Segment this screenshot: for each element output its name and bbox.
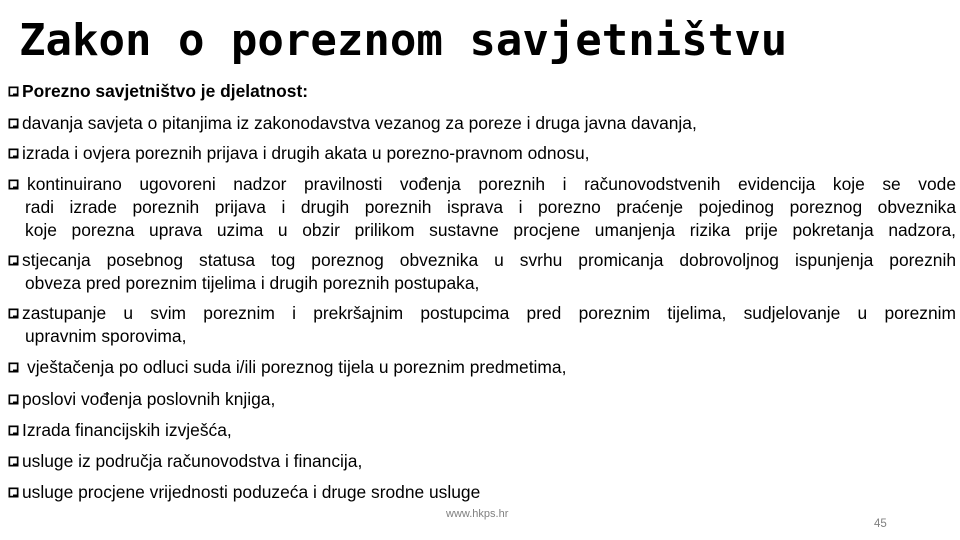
list-item-text: koje porezna uprava uzima u obzir prilikom sustavne procjene umanjenja rizika prije pokretanja nadzora, [25,220,956,240]
list-item-text: Izrada financijskih izvješća, [22,420,232,440]
list-item-text: radi izrade poreznih prijava i drugih poreznih isprava i porezno praćenje pojedinog poreznog obveznika [25,197,956,217]
list-item-text: usluge procjene vrijednosti poduzeća i druge srodne usluge [22,482,481,502]
list-item-text: kontinuirano ugovoreni nadzor pravilnosti vođenja poreznih i računovodstvenih evidencija koje se vode [27,174,956,194]
list-item-text: obveza pred poreznim tijelima i drugih poreznih postupaka, [25,273,480,293]
checkbox-bullet-icon [8,362,19,373]
list-item [8,173,956,242]
checkbox-bullet-icon [8,118,19,129]
checkbox-bullet-icon [8,308,19,319]
list-item-text: stjecanja posebnog statusa tog poreznog obveznika u svrhu promicanja dobrovoljnog ispunjenja poreznih [22,250,956,270]
list-item [8,249,956,295]
checkbox-bullet-icon [8,394,19,405]
checkbox-bullet-icon [8,487,19,498]
list-item-text: zastupanje u svim poreznim i prekršajnim postupcima pred poreznim tijelima, sudjelovanje u poreznim [22,303,956,323]
checkbox-bullet-icon [8,86,19,97]
list-item-text: poslovi vođenja poslovnih knjiga, [22,389,276,409]
list-item [8,481,956,504]
page-number: 45 [874,518,887,530]
list-item [8,142,956,165]
checkbox-bullet-icon [8,425,19,436]
list-item [8,388,956,411]
checkbox-bullet-icon [8,456,19,467]
intro-text: Porezno savjetništvo je djelatnost: [22,81,309,101]
list-item [8,419,956,442]
checkbox-bullet-icon [8,255,19,266]
list-item [8,302,956,348]
list-item-text: davanja savjeta o pitanjima iz zakonodavstva vezanog za poreze i druga javna davanja, [22,113,697,133]
list-item-text: vještačenja po odluci suda i/ili poreznog tijela u poreznim predmetima, [27,357,567,377]
intro-bullet [8,80,956,103]
list-item-text: usluge iz područja računovodstva i financija, [22,451,363,471]
list-item [8,112,956,135]
list-item [8,356,956,379]
footer-url: www.hkps.hr [446,508,509,520]
slide-title: Zakon o poreznom savjetništvu [19,15,788,66]
list-item-text: izrada i ovjera poreznih prijava i drugih akata u porezno-pravnom odnosu, [22,143,590,163]
checkbox-bullet-icon [8,148,19,159]
list-item-text: upravnim sporovima, [25,326,187,346]
list-item [8,450,956,473]
checkbox-bullet-icon [8,179,19,190]
